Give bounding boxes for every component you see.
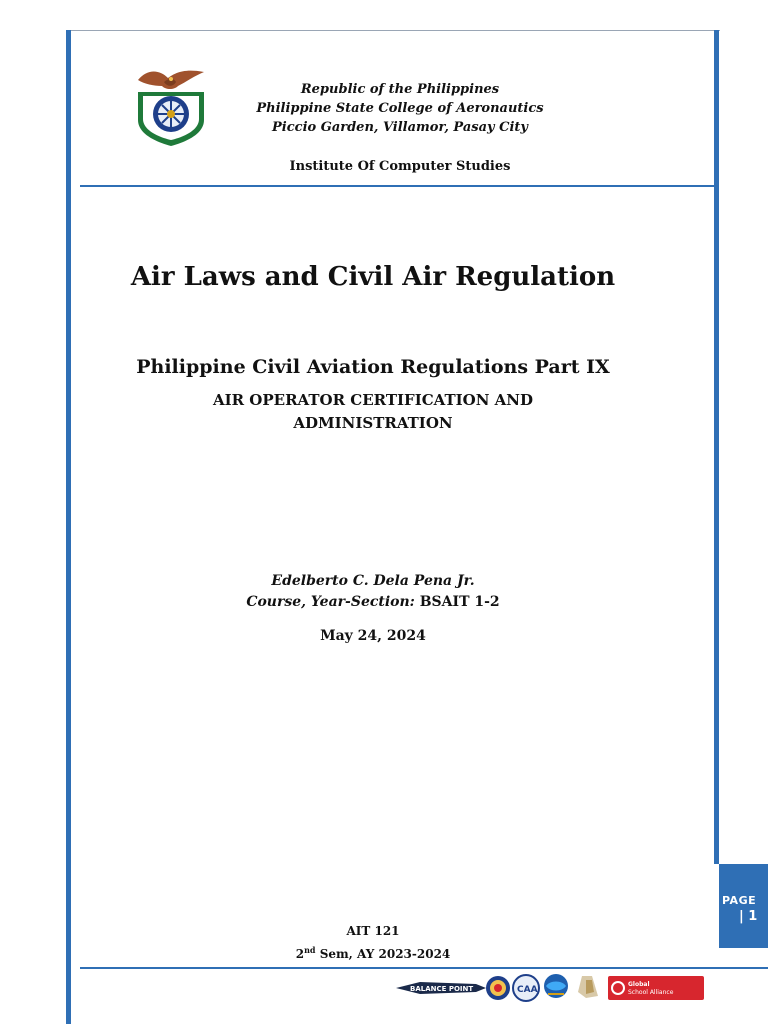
eagle-icon: [138, 71, 204, 89]
left-border: [66, 30, 71, 1024]
crest-logo: [578, 976, 598, 998]
globe-logo: [544, 974, 568, 998]
semester-rest: Sem, AY 2023-2024: [319, 947, 451, 961]
caa-logo: [513, 975, 539, 1001]
header-divider: [80, 185, 714, 187]
author-name: Edelberto C. Dela Pena Jr.: [271, 573, 475, 589]
footer-divider: [80, 967, 768, 969]
course-code: AIT 121: [346, 924, 400, 938]
semester-line: [250, 941, 496, 964]
college-name: Philippine State College of Aeronautics: [256, 101, 544, 116]
course-label: Course, Year-Section:: [246, 594, 415, 610]
svg-text:CAA: CAA: [517, 985, 538, 995]
svg-text:Global: Global: [628, 981, 650, 988]
balance-point-logo: [396, 982, 486, 994]
document-title: Air Laws and Civil Air Regulation: [130, 262, 616, 292]
document-subtitle: Philippine Civil Aviation Regulations Part IX: [136, 356, 610, 378]
institution-header: [200, 80, 600, 137]
college-address: Piccio Garden, Villamor, Pasay City: [272, 120, 528, 135]
author-block: [150, 571, 596, 613]
right-border: [714, 30, 719, 864]
svg-text:School Alliance: School Alliance: [628, 989, 674, 996]
semester-suffix: nd: [304, 945, 316, 955]
college-seal-logo: [134, 64, 208, 146]
country-line: Republic of the Philippines: [300, 82, 500, 97]
topic-line-1: AIR OPERATOR CERTIFICATION AND: [212, 391, 534, 409]
partner-logos: [396, 972, 706, 1002]
global-school-alliance-logo: [608, 976, 704, 1000]
topic-line-2: ADMINISTRATION: [293, 414, 453, 432]
course-info: [250, 922, 496, 964]
institute-name: Institute Of Computer Studies: [289, 159, 511, 174]
course-line: [150, 592, 596, 613]
philippine-seal-logo: [486, 976, 510, 1000]
semester-number: 2: [295, 947, 305, 961]
document-topic: [200, 389, 546, 435]
page-top-edge: [66, 30, 720, 31]
page-number-tab: [719, 864, 768, 948]
page-number: | 1: [739, 909, 758, 924]
svg-text:BALANCE POINT: BALANCE POINT: [410, 985, 474, 993]
document-date: May 24, 2024: [320, 628, 426, 644]
course-value: BSAIT 1-2: [419, 594, 500, 610]
page-label: PAGE: [722, 894, 757, 907]
